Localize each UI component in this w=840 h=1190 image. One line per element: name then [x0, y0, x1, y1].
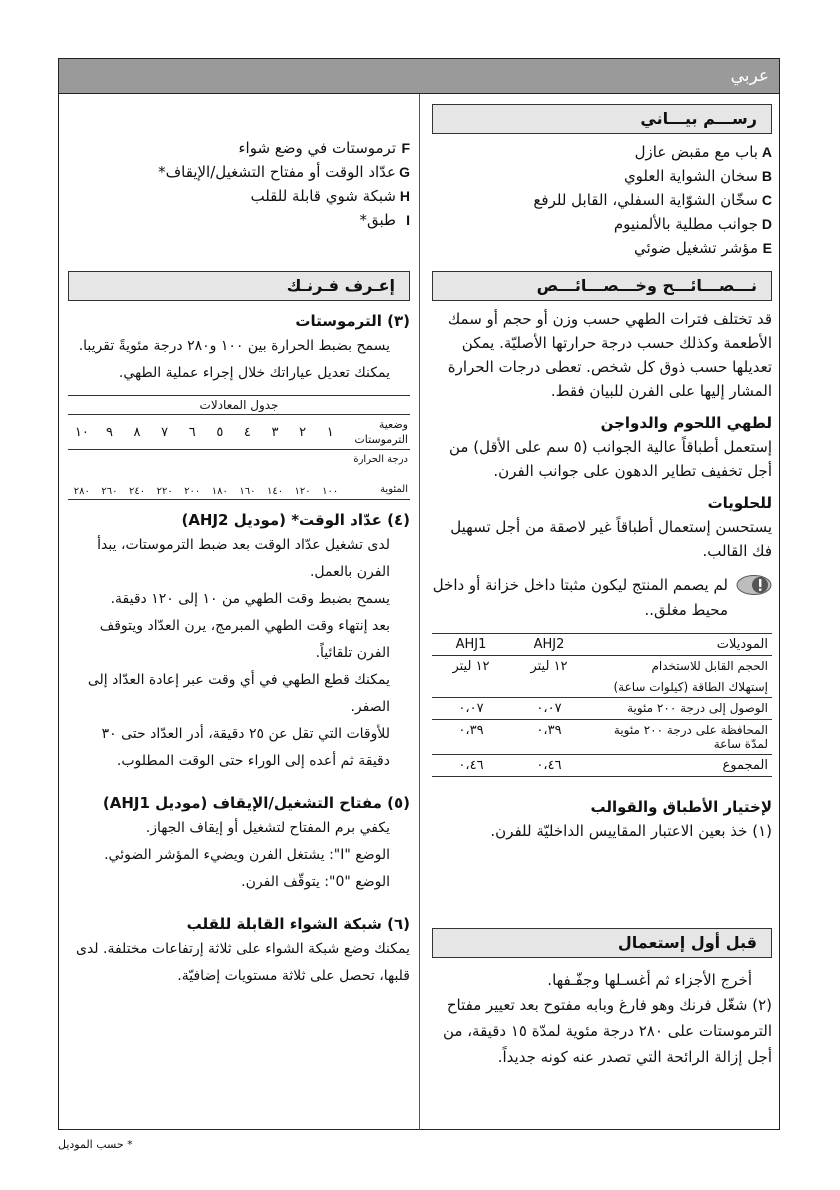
advice-intro: قد تختلف فترات الطهي حسب وزن أو حجم أو سمك الأطعمة وكذلك حسب درجة حرارتها الأصليّة. يمكن تعديلها حسب ذوق كل شخص. تعطى درجات الحرارة المشار إليها على الفرن للبيان فقط. [447, 310, 772, 400]
timer-heading-text: (٤) عدّاد الوقت* (موديل AHJ2) [181, 511, 410, 529]
table-row [432, 720, 772, 755]
table-cell: المجموع [588, 755, 772, 777]
table-cell: ٢٦٠ [96, 450, 124, 500]
switch-text-3: الوضع "0": يتوقّف الفرن. [241, 874, 390, 890]
dish-text: (١) خذ بعين الاعتبار المقاييس الداخليّة للفرن. [490, 822, 772, 840]
diagram-section [432, 104, 772, 134]
first-use-section [432, 928, 772, 1070]
list-item [432, 188, 772, 212]
advice-section [432, 271, 772, 843]
table-cell: ٣ [261, 415, 289, 450]
temp-label-a: درجة الحرارة [353, 454, 408, 465]
table-cell: ٠،٠٧ [510, 698, 588, 720]
table-cell: ١٦٠ [234, 450, 262, 500]
column-divider [419, 94, 420, 1130]
item-text: طبق* [359, 211, 396, 229]
item-key: B [761, 168, 772, 184]
table-cell: ١ [316, 415, 344, 450]
table-cell: ٩ [96, 415, 124, 450]
grill-text: يمكنك وضع شبكة الشواء على ثلاثة إرتفاعات مختلفة. لدى قلبها، تحصل على ثلاثة مستويات إضافيّة. [76, 941, 410, 984]
diagram-title: رســـم بيـــاني [432, 104, 772, 134]
table-cell: ٠،٤٦ [510, 755, 588, 777]
table-cell: إستهلاك الطاقة (كيلوات ساعة) [613, 680, 768, 694]
table-cell: ٧ [151, 415, 179, 450]
meat-text: إستعمل أطباقاً عالية الجوانب (٥ سم على الأقل) من أجل تخفيف تطاير الدهون على جوانب الفرن. [449, 438, 772, 480]
sweets-heading: للحلويات [707, 494, 772, 512]
item-key: C [761, 192, 772, 208]
temp-label-b: المئوية [380, 484, 408, 495]
table-cell: ١٢ ليتر [530, 659, 568, 674]
table-row [432, 634, 772, 656]
item-text: باب مع مقبض عازل [634, 143, 758, 161]
table-row [68, 450, 410, 500]
item-text: جوانب مطلية بالألمنيوم [613, 215, 758, 233]
thermostat-text-2: يمكنك تعديل عياراتك خلال إجراء عملية الطهي. [118, 365, 390, 381]
table-row [68, 396, 410, 415]
thermostat-text-1: يسمح بضبط الحرارة بين ١٠٠ و٢٨٠ درجة مئويةً تقريبا. [78, 338, 390, 354]
table-cell: ٨ [123, 415, 151, 450]
equivalence-table [68, 395, 410, 500]
table-cell: وضعية الترموستات [344, 415, 410, 450]
warning-icon [736, 575, 772, 595]
switch-text-2: الوضع "I": يشتغل الفرن ويضيء المؤشر الضوئي. [104, 847, 390, 863]
timer-heading [68, 508, 410, 532]
table-cell: المحافظة على درجة ٢٠٠ مئوية لمدّة ساعة [588, 720, 772, 755]
item-key: G [399, 164, 410, 180]
dish-heading: لإختيار الأطباق والقوالب [590, 798, 772, 816]
table-cell: ٢٢٠ [151, 450, 179, 500]
table-cell: ١٨٠ [206, 450, 234, 500]
warning-text: لم يصمم المنتج ليكون مثبتا داخل خزانة أو داخل محيط مغلق.. [432, 576, 728, 619]
table-cell: ٢٠٠ [178, 450, 206, 500]
timer-text-4: يمكنك قطع الطهي في أي وقت عبر إعادة العدّاد إلى الصفر. [87, 672, 390, 715]
timer-text-3: بعد إنتهاء وقت الطهي المبرمج، يرن العدّاد ويتوقف الفرن تلقائياً. [99, 618, 390, 661]
table-cell: ٠،٤٦ [432, 755, 510, 777]
table-cell: ٠،٠٧ [432, 698, 510, 720]
table-cell: ٠،٣٩ [510, 720, 588, 755]
item-text: عدّاد الوقت أو مفتاح التشغيل/الإيقاف* [158, 163, 396, 181]
timer-text-5: للأوقات التي تقل عن ٢٥ دقيقة، أدر العدّاد حتى ٣٠ دقيقة ثم أعده إلى الوراء حتى الوقت المطلوب. [101, 726, 390, 769]
item-key: D [761, 216, 772, 232]
first-use-step-1: أخرج الأجزاء ثم أغسـلها وجفّـفها. [547, 971, 752, 989]
item-text: ترموستات في وضع شواء [238, 139, 396, 157]
item-key: H [399, 188, 410, 204]
table-cell: ٢٤٠ [123, 450, 151, 500]
table-row [432, 656, 772, 678]
grill-heading: (٦) شبكة الشواء القابلة للقلب [186, 915, 410, 933]
list-item [68, 184, 410, 208]
table-cell: ٥ [206, 415, 234, 450]
diagram-list-right [432, 140, 772, 260]
item-text: سخان الشواية العلوي [623, 167, 758, 185]
table-cell: ٦ [178, 415, 206, 450]
item-key: I [406, 212, 410, 228]
table-cell: ٢ [289, 415, 317, 450]
table-cell [344, 450, 410, 500]
list-item [68, 160, 410, 184]
table-cell: ١٠ [68, 415, 96, 450]
list-item [432, 164, 772, 188]
diagram-list-left [68, 136, 410, 232]
thermostat-heading: (٣) الترموستات [295, 312, 410, 330]
table-cell: ٠،٣٩ [432, 720, 510, 755]
switch-heading: (٥) مفتاح التشغيل/الإيقاف (موديل AHJ1) [102, 794, 410, 812]
item-key: A [761, 144, 772, 160]
table-cell: الحجم القابل للاستخدام [651, 659, 768, 673]
list-item [432, 212, 772, 236]
footnote [58, 1138, 780, 1151]
language-label: عربي [730, 66, 769, 86]
item-text: شبكة شوي قابلة للقلب [250, 187, 396, 205]
list-item [68, 208, 410, 232]
language-bar [58, 58, 780, 94]
table-row [432, 677, 772, 698]
table-cell: الوصول إلى درجة ٢٠٠ مئوية [588, 698, 772, 720]
footnote-text: * حسب الموديل [58, 1138, 133, 1151]
table-cell: AHJ2 [510, 634, 588, 656]
table-cell: AHJ1 [432, 634, 510, 656]
table-cell: ٤ [234, 415, 262, 450]
advice-title: نـــصـــائـــح وخـــصـــائـــص [432, 271, 772, 301]
item-key: F [401, 140, 410, 156]
item-text: سخّان الشوّاية السفلي، القابل للرفع [533, 191, 758, 209]
item-text: مؤشر تشغيل ضوئي [633, 239, 758, 257]
timer-text-1: لدى تشغيل عدّاد الوقت بعد ضبط الترموستات، يبدأ الفرن بالعمل. [97, 537, 390, 580]
models-table [432, 633, 772, 777]
table-cell: ٢٨٠ [68, 450, 96, 500]
table-row [432, 755, 772, 777]
table-cell: ١٤٠ [261, 450, 289, 500]
timer-text-2: يسمح بضبط وقت الطهي من ١٠ إلى ١٢٠ دقيقة. [110, 591, 390, 607]
know-oven-section [68, 271, 410, 990]
meat-heading: لطهي اللحوم والدواجن [600, 414, 772, 432]
table-cell: الموديلات [588, 634, 772, 656]
know-oven-title: إعـرف فـرنـك [68, 271, 410, 301]
list-item [432, 236, 772, 260]
first-use-title: قبل أول إستعمال [432, 928, 772, 958]
table-cell: ١٠٠ [316, 450, 344, 500]
equivalence-table-title: جدول المعادلات [68, 396, 410, 415]
list-item [68, 136, 410, 160]
sweets-text: يستحسن إستعمال أطباقاً غير لاصقة من أجل تسهيل فك القالب. [450, 518, 772, 560]
switch-text-1: يكفي برم المفتاح لتشغيل أو إيقاف الجهاز. [145, 820, 390, 836]
table-row [68, 415, 410, 450]
list-item [432, 140, 772, 164]
item-key: E [762, 240, 772, 256]
table-row [432, 698, 772, 720]
table-cell: ١٢ ليتر [452, 659, 490, 674]
warning-note [432, 573, 772, 623]
table-cell: ١٢٠ [289, 450, 317, 500]
first-use-step-2: (٢) شغّل فرنك وهو فارغ وبابه مفتوح بعد تعيير مفتاح الترموستات على ٢٨٠ درجة مئوية لمدّة ١٥ دقيقة، من أجل إزالة الرائحة التي تصدر عنه كونه جديداً. [442, 996, 772, 1066]
